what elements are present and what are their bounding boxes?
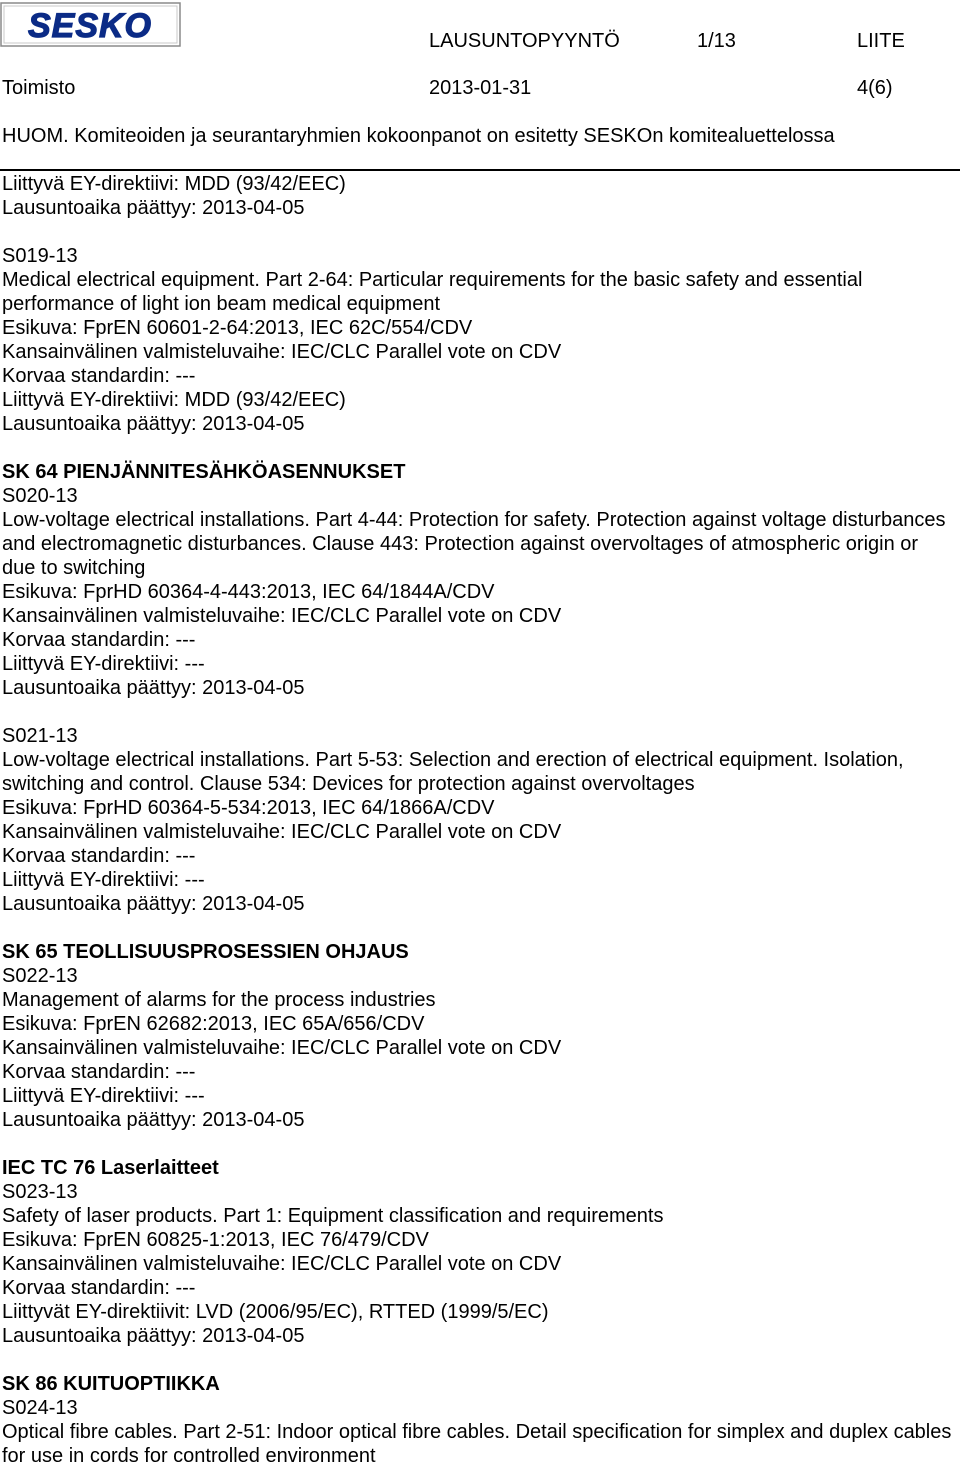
item-replaces: Korvaa standardin: --- (2, 1061, 196, 1083)
item-code: S020-13 (2, 485, 78, 507)
office-label: Toimisto (2, 77, 76, 99)
intro-directive: Liittyvä EY-direktiivi: MDD (93/42/EEC) (2, 173, 346, 195)
document-body (2, 172, 952, 1468)
item-replaces: Korvaa standardin: --- (2, 1277, 196, 1299)
item-replaces: Korvaa standardin: --- (2, 629, 196, 651)
item-title: Medical electrical equipment. Part 2-64: Particular requirements for the basic safety and essential performance of light ion beam medical equipment (2, 269, 863, 315)
item-code: S022-13 (2, 965, 78, 987)
item-title: Optical fibre cables. Part 2-51: Indoor optical fibre cables. Detail specification for simplex and duplex cables for use in cords for controlled environment (2, 1421, 952, 1467)
item-deadline: Lausuntoaika päättyy: 2013-04-05 (2, 893, 305, 915)
item-draft: Esikuva: FprEN 60825-1:2013, IEC 76/479/CDV (2, 1229, 429, 1251)
spacer (2, 916, 952, 940)
item-title: Low-voltage electrical installations. Part 4-44: Protection for safety. Protection against voltage disturbances and electromagnetic disturbances. Clause 443: Protection against overvoltages of atmospheric origin or due to switching (2, 509, 946, 579)
spacer (2, 1348, 952, 1372)
note-text: HUOM. Komiteoiden ja seurantaryhmien kokoonpanot on esitetty SESKOn komitealuettelossa (2, 125, 835, 147)
item-stage: Kansainvälinen valmisteluvaihe: IEC/CLC Parallel vote on CDV (2, 341, 562, 363)
item-deadline: Lausuntoaika päättyy: 2013-04-05 (2, 1325, 305, 1347)
item-draft: Esikuva: FprHD 60364-4-443:2013, IEC 64/1844A/CDV (2, 581, 495, 603)
document-date: 2013-01-31 (429, 77, 532, 99)
standard-item (2, 1396, 952, 1468)
item-directive: Liittyvä EY-direktiivi: --- (2, 653, 205, 675)
item-stage: Kansainvälinen valmisteluvaihe: IEC/CLC Parallel vote on CDV (2, 605, 562, 627)
item-stage: Kansainvälinen valmisteluvaihe: IEC/CLC Parallel vote on CDV (2, 1253, 562, 1275)
item-deadline: Lausuntoaika päättyy: 2013-04-05 (2, 413, 305, 435)
item-directive: Liittyvä EY-direktiivi: MDD (93/42/EEC) (2, 389, 346, 411)
section-heading: IEC TC 76 Laserlaitteet (2, 1157, 219, 1179)
item-replaces: Korvaa standardin: --- (2, 845, 196, 867)
item-directive: Liittyvä EY-direktiivi: --- (2, 869, 205, 891)
item-stage: Kansainvälinen valmisteluvaihe: IEC/CLC Parallel vote on CDV (2, 1037, 562, 1059)
page-reference: 4(6) (857, 77, 893, 99)
doc-type: LAUSUNTOPYYNTÖ (429, 30, 620, 52)
item-code: S019-13 (2, 245, 78, 267)
standard-item (2, 964, 952, 1132)
item-directive: Liittyvät EY-direktiivit: LVD (2006/95/EC), RTTED (1999/5/EC) (2, 1301, 549, 1323)
item-replaces: Korvaa standardin: --- (2, 365, 196, 387)
sesko-logo (0, 2, 181, 47)
page-counter: 1/13 (697, 30, 736, 52)
section-heading: SK 64 PIENJÄNNITESÄHKÖASENNUKSET (2, 461, 406, 483)
sesko-logo-text: SESKO (27, 7, 153, 45)
item-code: S023-13 (2, 1181, 78, 1203)
attachment-label: LIITE (857, 30, 905, 52)
item-title: Low-voltage electrical installations. Part 5-53: Selection and erection of electrical equipment. Isolation, switching and control. Clause 534: Devices for protection against overvoltages (2, 749, 904, 795)
item-title: Safety of laser products. Part 1: Equipment classification and requirements (2, 1205, 664, 1227)
item-code: S021-13 (2, 725, 78, 747)
spacer (2, 220, 952, 244)
spacer (2, 1132, 952, 1156)
spacer (2, 436, 952, 460)
intro-deadline: Lausuntoaika päättyy: 2013-04-05 (2, 197, 305, 219)
item-draft: Esikuva: FprEN 60601-2-64:2013, IEC 62C/554/CDV (2, 317, 473, 339)
section-heading: SK 65 TEOLLISUUSPROSESSIEN OHJAUS (2, 941, 409, 963)
item-directive: Liittyvä EY-direktiivi: --- (2, 1085, 205, 1107)
item-code: S024-13 (2, 1397, 78, 1419)
item-draft: Esikuva: FprHD 60364-5-534:2013, IEC 64/1866A/CDV (2, 797, 495, 819)
header-divider (0, 169, 960, 171)
standard-item (2, 484, 952, 700)
item-deadline: Lausuntoaika päättyy: 2013-04-05 (2, 677, 305, 699)
item-stage: Kansainvälinen valmisteluvaihe: IEC/CLC Parallel vote on CDV (2, 821, 562, 843)
standard-item (2, 244, 952, 436)
section-heading: SK 86 KUITUOPTIIKKA (2, 1373, 220, 1395)
item-title: Management of alarms for the process industries (2, 989, 436, 1011)
item-deadline: Lausuntoaika päättyy: 2013-04-05 (2, 1109, 305, 1131)
standard-item (2, 724, 952, 916)
standard-item (2, 1180, 952, 1348)
spacer (2, 700, 952, 724)
item-draft: Esikuva: FprEN 62682:2013, IEC 65A/656/CDV (2, 1013, 425, 1035)
